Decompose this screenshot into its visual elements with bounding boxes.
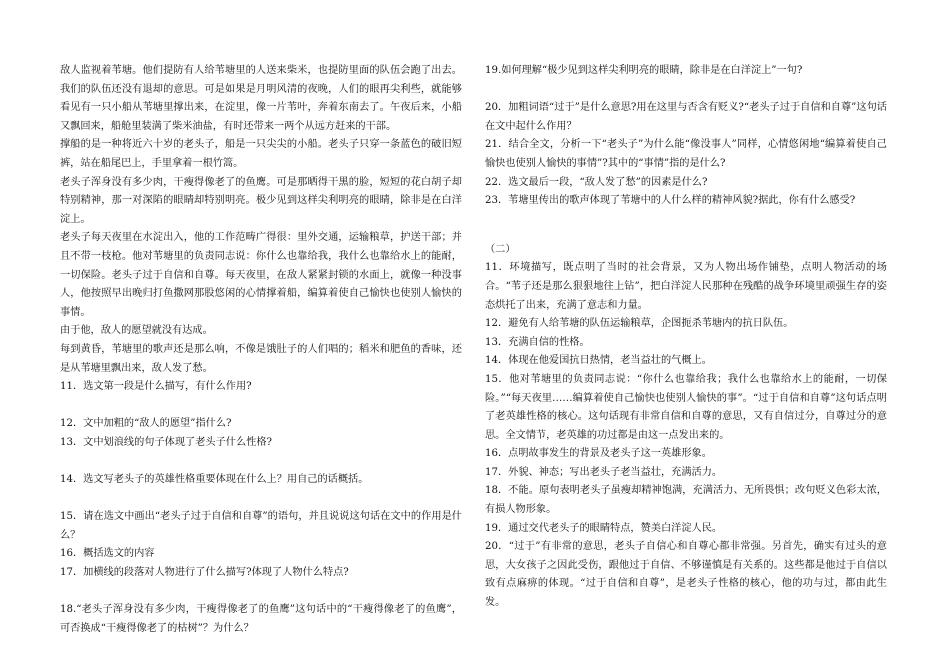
passage-paragraph-2: 撑船的是一种将近六十岁的老头子，船是一只尖尖的小船。老头子只穿一条蓝色的破旧短裤，站在船尾巴上，手里拿着一根竹篙。	[60, 139, 462, 169]
passage-paragraph-3: 老头子浑身没有多少肉，干瘦得像老了的鱼鹰。可是那晒得干黑的脸，短短的花白胡子却特别精神，那一对深陷的眼睛却特别明亮。极少见到这样尖利明亮的眼睛，除非是在白洋淀上。	[60, 176, 462, 225]
question-15: 15．请在选文中画出“老头子过于自信和自尊”的语句，并且说说这句话在文中的作用是什么？	[60, 511, 462, 541]
question-17: 17．加横线的段落对人物进行了什么描写?体现了人物什么特点?	[60, 567, 349, 579]
left-column	[60, 62, 462, 638]
question-14: 14．选文写老头子的英雄性格重要体现在什么上？用自己的话概括。	[60, 474, 369, 486]
question-13: 13．文中划浪线的句子体现了老头子什么性格?	[60, 436, 272, 448]
answer-20: 20．“过于”有非常的意思，老头子自信心和自尊心都非常强。另首先，确实有过头的意思，大女孩子之因此受伤，跟他过于自信、不够谨慎是有关系的。这些都是他过于自信以致有点麻痹的体现。“过于自信和自尊”，是老头子性格的核心，他的功与过，都由此生发。	[485, 541, 887, 609]
question-22: 22．选文最后一段，“敌人发了愁”的因素是什么?	[485, 176, 708, 188]
answer-19: 19．通过交代老头子的眼睛特点，赞美白洋淀人民。	[485, 522, 723, 534]
passage-paragraph-5: 由于他，敌人的愿望就没有达成。	[60, 325, 213, 337]
answer-space	[485, 81, 887, 100]
answer-space	[60, 397, 462, 416]
question-21: 21．结合全文，分析一下“老头子”为什么能“像没事人”同样，心情悠闲地“编算着使自己愉快也使别人愉快的事情”?其中的“事情”指的是什么?	[485, 139, 887, 169]
passage-paragraph-4: 老头子每天夜里在水淀出入，他的工作范畴广得很：里外交通，运输粮草，护送干部；并且不带一枝枪。他对苇塘里的负责同志说：你什么也靠给我，我什么也靠给水上的能耐，一切保险。老头子过于自信和自尊。每天夜里，在敌人紧紧封锁的水面上，就像一种没事人，他按照早出晚归打鱼撒网那股悠闲的心情撑着船，编算着使自己愉快也使别人愉快的事情。	[60, 232, 462, 318]
question-23: 23．苇塘里传出的歌声体现了苇塘中的人什么样的精神风貌?据此，你有什么感受?	[485, 195, 856, 207]
question-11: 11．选文第一段是什么描写，有什么作用?	[60, 381, 252, 393]
passage-paragraph-1: 敌人监视着苇塘。他们提防有人给苇塘里的人送来柴米，也提防里面的队伍会跑了出去。我们的队伍还没有退却的意思。可是如果是月明风清的夜晚，人们的眼再尖利些，就能够看见有一只小船从苇塘里撑出来，在淀里，像一片苇叶，奔着东南去了。午夜后来，小船又飘回来，船舱里装满了柴米油盐，有时还带来一两个从远方赶来的干部。	[60, 65, 462, 132]
answer-space	[60, 583, 462, 602]
answer-16: 16．点明故事发生的背景及老头子这一英雄形象。	[485, 448, 712, 460]
question-12: 12．文中加粗的“敌人的愿望”指什么?	[60, 418, 232, 430]
section-title: （二）	[485, 243, 516, 255]
answer-17: 17．外貌、神态；写出老头子老当益壮，充满活力。	[485, 466, 723, 478]
question-19: 19.如何理解“极少见到这样尖利明亮的眼睛，除非是在白洋淀上”一句?	[485, 65, 803, 76]
answer-18: 18．不能。原句表明老头子虽瘦却精神饱满，充满活力、无所畏惧；改句贬义色彩太浓，有损人物形象。	[485, 485, 887, 516]
section-spacer	[485, 211, 887, 241]
question-18: 18.“老头子浑身没有多少肉，干瘦得像老了的鱼鹰”这句话中的“干瘦得像老了的鱼鹰”，可否换成“干瘦得像老了的枯树”？为什么？	[60, 604, 462, 634]
answer-space	[60, 452, 462, 471]
passage-paragraph-6: 每到黄昏，苇塘里的歌声还是那么响，不像是饿肚子的人们唱的；稻米和肥鱼的香味，还是从苇塘里飘出来，敌人发了愁。	[60, 343, 462, 374]
answer-14: 14．体现在他爱国抗日热情，老当益壮的气概上。	[485, 355, 712, 367]
answer-11: 11．环境描写，既点明了当时的社会背景，又为人物出场作铺垫，点明人物活动的场合。“苇子还是那么狠狠地往上钻”，把白洋淀人民那种在残酷的战争环境里顽强生存的姿态烘托了出来，充满了意志和力量。	[485, 262, 887, 311]
question-20: 20．加粗词语“过于”是什么意思?用在这里与否含有贬义?“老头子过于自信和自尊”这句话在文中起什么作用？	[485, 102, 887, 132]
answer-space	[60, 490, 462, 509]
question-16: 16．概括选文的内容	[60, 548, 155, 560]
answer-15: 15．他对苇塘里的负责同志说：“你什么也靠给我；我什么也靠给水上的能耐，一切保险。”“每天夜里……编算着使自己愉快也使别人愉快的事”。“过于自信和自尊”这句话点明了老英雄性格的核心。这句话现有非常自信和自尊的意思，又有自信过分，自尊过分的意思。全文情节，老英雄的功过都是由这一点发出来的。	[485, 373, 887, 441]
answer-13: 13．充满自信的性格。	[485, 336, 590, 348]
right-column	[485, 62, 887, 613]
answer-12: 12．避免有人给苇塘的队伍运输粮草，企图扼杀苇塘内的抗日队伍。	[485, 318, 794, 330]
